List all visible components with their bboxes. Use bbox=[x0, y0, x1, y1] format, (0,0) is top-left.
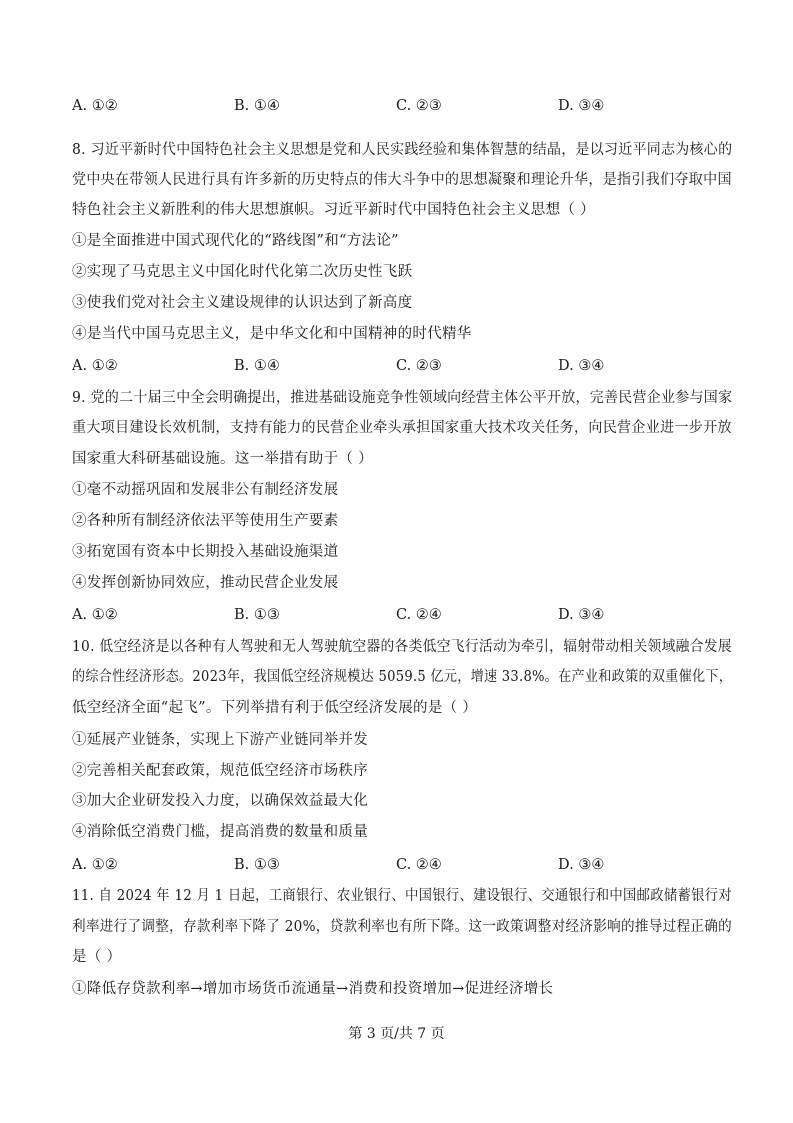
q7-options bbox=[72, 96, 732, 116]
q11-item-1: ①降低存贷款利率→增加市场货币流通量→消费和投资增加→促进经济增长 bbox=[72, 981, 554, 997]
option-a[interactable]: A. ①② bbox=[72, 607, 118, 623]
option-b[interactable]: B. ①③ bbox=[234, 607, 280, 623]
q8-item-3: ③使我们党对社会主义建设规律的认识达到了新高度 bbox=[72, 295, 413, 311]
option-a[interactable]: A. ①② bbox=[72, 857, 118, 873]
q10-item-1: ①延展产业链条，实现上下游产业链同举并发 bbox=[72, 732, 368, 748]
option-b[interactable]: B. ①③ bbox=[234, 857, 280, 873]
option-a[interactable]: A. ①② bbox=[72, 358, 118, 374]
q10-options bbox=[72, 855, 732, 875]
q8-item-4: ④是当代中国马克思主义，是中华文化和中国精神的时代精华 bbox=[72, 326, 472, 342]
option-a[interactable]: A. ①② bbox=[72, 98, 118, 114]
q11-stem-line-3: 是（ ） bbox=[72, 949, 122, 965]
q9-options bbox=[72, 605, 732, 625]
option-c[interactable]: C. ②③ bbox=[396, 358, 442, 374]
option-d[interactable]: D. ③④ bbox=[558, 857, 605, 873]
q9-item-1: ①毫不动摇巩固和发展非公有制经济发展 bbox=[72, 482, 339, 498]
q10-stem-line-3: 低空经济全面“起飞”。下列举措有利于低空经济发展的是（ ） bbox=[72, 700, 478, 716]
q10-stem-line-2: 的综合性经济形态。2023年，我国低空经济规模达 5059.5 亿元，增速 33.8%。在产业和政策的双重催化下， bbox=[72, 669, 733, 685]
q9-stem-line-1: 9. 党的二十届三中全会明确提出，推进基础设施竞争性领域向经营主体公平开放，完善民营企业参与国家 bbox=[72, 390, 733, 406]
q10-item-3: ③加大企业研发投入力度，以确保效益最大化 bbox=[72, 793, 368, 809]
q11-stem-line-2: 利率进行了调整，存款利率下降了 20%，贷款利率也有所下降。这一政策调整对经济影响的推导过程正确的 bbox=[72, 919, 733, 935]
q10-item-4: ④消除低空消费门槛，提高消费的数量和质量 bbox=[72, 824, 368, 840]
q8-stem-line-3: 特色社会主义新胜利的伟大思想旗帜。习近平新时代中国特色社会主义思想（ ） bbox=[72, 202, 595, 218]
q10-item-2: ②完善相关配套政策，规范低空经济市场秩序 bbox=[72, 763, 368, 779]
q9-item-2: ②各种所有制经济依法平等使用生产要素 bbox=[72, 513, 339, 529]
page-number: 第 3 页/共 7 页 bbox=[348, 1026, 445, 1042]
q8-stem-line-1: 8. 习近平新时代中国特色社会主义思想是党和人民实践经验和集体智慧的结晶，是以习近平同志为核心的 bbox=[72, 142, 733, 158]
option-c[interactable]: C. ②③ bbox=[396, 98, 442, 114]
q9-item-4: ④发挥创新协同效应，推动民营企业发展 bbox=[72, 575, 339, 591]
option-d[interactable]: D. ③④ bbox=[558, 607, 605, 623]
option-d[interactable]: D. ③④ bbox=[558, 98, 605, 114]
option-d[interactable]: D. ③④ bbox=[558, 358, 605, 374]
q9-stem-line-3: 国家重大科研基础设施。这一举措有助于（ ） bbox=[72, 451, 373, 467]
q9-stem-line-2: 重大项目建设长效机制，支持有能力的民营企业牵头承担国家重大技术攻关任务，向民营企业进一步开放 bbox=[72, 420, 732, 436]
q9-item-3: ③拓宽国有资本中长期投入基础设施渠道 bbox=[72, 544, 339, 560]
q8-item-2: ②实现了马克思主义中国化时代化第二次历史性飞跃 bbox=[72, 264, 413, 280]
q11-stem-line-1: 11. 自 2024 年 12 月 1 日起，工商银行、农业银行、中国银行、建设银行、交通银行和中国邮政储蓄银行对 bbox=[72, 888, 732, 904]
option-c[interactable]: C. ②④ bbox=[396, 607, 442, 623]
q8-stem-line-2: 党中央在带领人民进行具有许多新的历史特点的伟大斗争中的思想凝聚和理论升华，是指引我们夺取中国 bbox=[72, 172, 732, 188]
q8-options bbox=[72, 356, 732, 376]
option-b[interactable]: B. ①④ bbox=[234, 358, 280, 374]
option-c[interactable]: C. ②④ bbox=[396, 857, 442, 873]
q10-stem-line-1: 10. 低空经济是以各种有人驾驶和无人驾驶航空器的各类低空飞行活动为牵引，辐射带动相关领域融合发展 bbox=[72, 639, 732, 655]
q8-item-1: ①是全面推进中国式现代化的“路线图”和“方法论” bbox=[72, 233, 399, 249]
option-b[interactable]: B. ①④ bbox=[234, 98, 280, 114]
